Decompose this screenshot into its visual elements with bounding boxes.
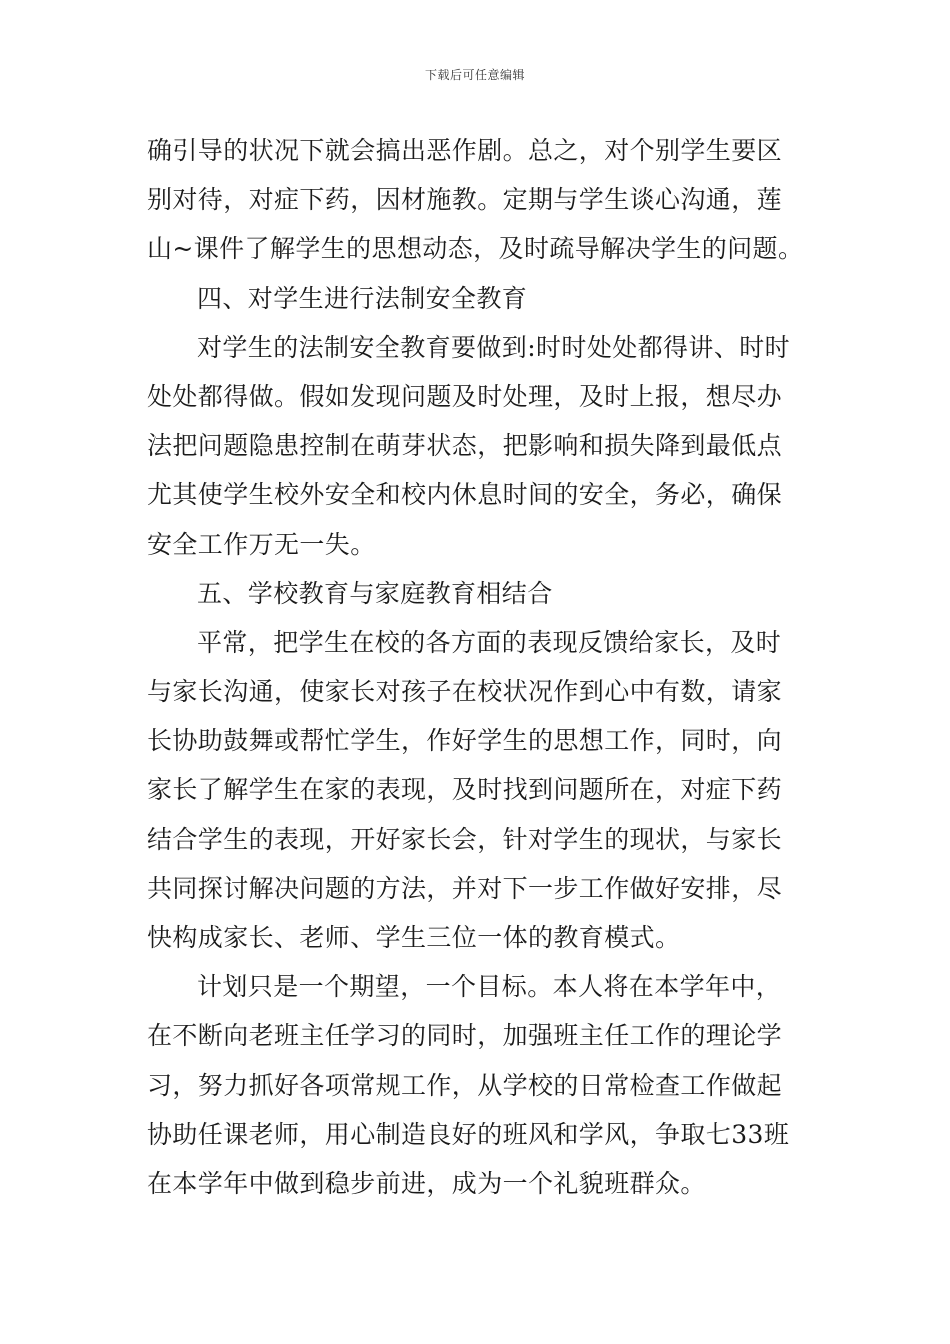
text-line: 长协助鼓舞或帮忙学生，作好学生的思想工作，同时，向 (147, 726, 783, 756)
text-line: 家长了解学生在家的表现，及时找到问题所在，对症下药 (147, 775, 783, 805)
text-line: 别对待，对症下药，因材施教。定期与学生谈心沟通，莲 (147, 185, 783, 215)
text-line: 在本学年中做到稳步前进，成为一个礼貌班群众。 (147, 1168, 706, 1198)
text-line: 平常，把学生在校的各方面的表现反馈给家长，及时 (197, 627, 782, 657)
text-line: 在不断向老班主任学习的同时，加强班主任工作的理论学 (147, 1021, 783, 1051)
text-line: 尤其使学生校外安全和校内休息时间的安全，务必，确保 (147, 480, 783, 510)
text-line: 与家长沟通，使家长对孩子在校状况作到心中有数，请家 (147, 677, 783, 707)
text-line: 习，努力抓好各项常规工作，从学校的日常检查工作做起 (147, 1070, 783, 1100)
text-line: 安全工作万无一失。 (147, 529, 376, 559)
text-line: 处处都得做。假如发现问题及时处理，及时上报，想尽办 (147, 381, 783, 411)
text-line: 法把问题隐患控制在萌芽状态，把影响和损失降到最低点 (147, 431, 783, 461)
page-header-note: 下载后可任意编辑 (424, 68, 525, 82)
text-line: 确引导的状况下就会搞出恶作剧。总之，对个别学生要区 (147, 136, 783, 165)
text-line: 山~课件了解学生的思想动态，及时疏导解决学生的问题。 (147, 234, 804, 264)
text-line: 对学生的法制安全教育要做到:时时处处都得讲、时时 (197, 332, 791, 362)
document-body (147, 126, 807, 1208)
text-line: 协助任课老师，用心制造良好的班风和学风，争取七33班 (147, 1119, 790, 1149)
section-heading: 四、对学生进行法制安全教育 (197, 283, 528, 313)
text-line: 计划只是一个期望，一个目标。本人将在本学年中， (197, 972, 782, 1002)
text-line: 快构成家长、老师、学生三位一体的教育模式。 (147, 923, 681, 952)
section-heading: 五、学校教育与家庭教育相结合 (197, 578, 553, 608)
text-line: 共同探讨解决问题的方法，并对下一步工作做好安排，尽 (147, 873, 783, 903)
text-line: 结合学生的表现，开好家长会，针对学生的现状，与家长 (147, 824, 783, 854)
